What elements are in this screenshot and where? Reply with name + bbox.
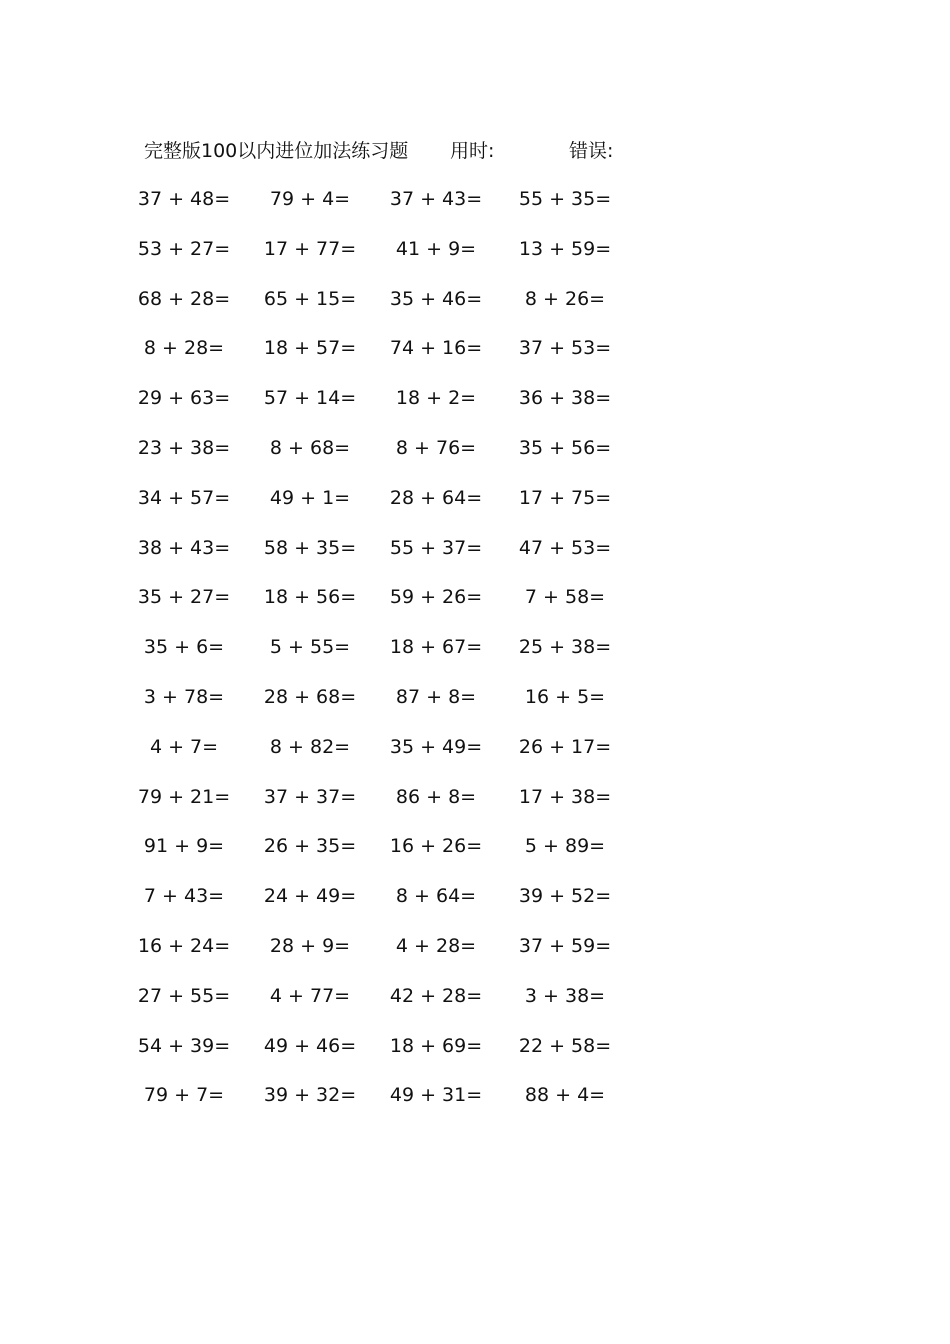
addition-problem: 37 + 37= xyxy=(263,785,357,808)
addition-problem: 18 + 69= xyxy=(389,1034,483,1057)
problem-row xyxy=(0,583,950,633)
addition-problem: 17 + 38= xyxy=(518,785,612,808)
addition-problem: 35 + 49= xyxy=(389,735,483,758)
addition-problem: 37 + 53= xyxy=(518,337,612,360)
addition-problem: 7 + 43= xyxy=(143,885,225,908)
problem-row xyxy=(0,982,950,1032)
addition-problem: 16 + 5= xyxy=(524,685,606,708)
problem-row xyxy=(0,285,950,335)
addition-problem: 29 + 63= xyxy=(137,387,231,410)
problem-row xyxy=(0,185,950,235)
addition-problem: 8 + 82= xyxy=(269,735,351,758)
addition-problem: 86 + 8= xyxy=(395,785,477,808)
addition-problem: 18 + 67= xyxy=(389,636,483,659)
addition-problem: 18 + 57= xyxy=(263,337,357,360)
addition-problem: 91 + 9= xyxy=(143,835,225,858)
addition-problem: 57 + 14= xyxy=(263,387,357,410)
addition-problem: 49 + 31= xyxy=(389,1084,483,1107)
addition-problem: 8 + 26= xyxy=(524,287,606,310)
addition-problem: 41 + 9= xyxy=(395,237,477,260)
addition-problem: 5 + 55= xyxy=(269,636,351,659)
problem-row xyxy=(0,783,950,833)
addition-problem: 8 + 28= xyxy=(143,337,225,360)
addition-problem: 47 + 53= xyxy=(518,536,612,559)
addition-problem: 13 + 59= xyxy=(518,237,612,260)
addition-problem: 25 + 38= xyxy=(518,636,612,659)
addition-problem: 35 + 27= xyxy=(137,586,231,609)
addition-problem: 88 + 4= xyxy=(524,1084,606,1107)
errors-label: 错误: xyxy=(569,140,614,162)
addition-problem: 8 + 68= xyxy=(269,436,351,459)
problem-row xyxy=(0,932,950,982)
addition-problem: 49 + 46= xyxy=(263,1034,357,1057)
addition-problem: 36 + 38= xyxy=(518,387,612,410)
addition-problem: 17 + 77= xyxy=(263,237,357,260)
addition-problem: 68 + 28= xyxy=(137,287,231,310)
addition-problem: 79 + 4= xyxy=(269,188,351,210)
problem-row xyxy=(0,384,950,434)
addition-problem: 55 + 37= xyxy=(389,536,483,559)
addition-problem: 58 + 35= xyxy=(263,536,357,559)
addition-problem: 4 + 28= xyxy=(395,934,477,957)
addition-problem: 37 + 43= xyxy=(389,188,483,210)
worksheet-title: 完整版100以内进位加法练习题 xyxy=(144,140,409,162)
addition-problem: 22 + 58= xyxy=(518,1034,612,1057)
addition-problem: 8 + 64= xyxy=(395,885,477,908)
problem-row xyxy=(0,882,950,932)
problem-row xyxy=(0,683,950,733)
problem-row xyxy=(0,633,950,683)
problem-row xyxy=(0,534,950,584)
addition-problem: 42 + 28= xyxy=(389,984,483,1007)
problem-grid xyxy=(0,185,950,1131)
addition-problem: 24 + 49= xyxy=(263,885,357,908)
addition-problem: 23 + 38= xyxy=(137,436,231,459)
addition-problem: 3 + 38= xyxy=(524,984,606,1007)
addition-problem: 55 + 35= xyxy=(518,188,612,210)
addition-problem: 26 + 35= xyxy=(263,835,357,858)
addition-problem: 49 + 1= xyxy=(269,486,351,509)
problem-row xyxy=(0,1032,950,1082)
addition-problem: 5 + 89= xyxy=(524,835,606,858)
problem-row xyxy=(0,832,950,882)
addition-problem: 28 + 64= xyxy=(389,486,483,509)
problem-row xyxy=(0,235,950,285)
problem-row xyxy=(0,434,950,484)
addition-problem: 39 + 32= xyxy=(263,1084,357,1107)
addition-problem: 7 + 58= xyxy=(524,586,606,609)
addition-problem: 3 + 78= xyxy=(143,685,225,708)
addition-problem: 53 + 27= xyxy=(137,237,231,260)
addition-problem: 35 + 56= xyxy=(518,436,612,459)
addition-problem: 17 + 75= xyxy=(518,486,612,509)
worksheet-header xyxy=(144,137,664,165)
addition-problem: 38 + 43= xyxy=(137,536,231,559)
addition-problem: 79 + 7= xyxy=(143,1084,225,1107)
problem-row xyxy=(0,484,950,534)
addition-problem: 35 + 6= xyxy=(143,636,225,659)
problem-row xyxy=(0,334,950,384)
addition-problem: 16 + 24= xyxy=(137,934,231,957)
addition-problem: 87 + 8= xyxy=(395,685,477,708)
addition-problem: 8 + 76= xyxy=(395,436,477,459)
addition-problem: 4 + 77= xyxy=(269,984,351,1007)
addition-problem: 16 + 26= xyxy=(389,835,483,858)
addition-problem: 28 + 9= xyxy=(269,934,351,957)
addition-problem: 65 + 15= xyxy=(263,287,357,310)
addition-problem: 35 + 46= xyxy=(389,287,483,310)
time-label: 用时: xyxy=(450,140,495,162)
addition-problem: 26 + 17= xyxy=(518,735,612,758)
addition-problem: 4 + 7= xyxy=(149,735,219,758)
addition-problem: 39 + 52= xyxy=(518,885,612,908)
addition-problem: 18 + 56= xyxy=(263,586,357,609)
addition-problem: 27 + 55= xyxy=(137,984,231,1007)
addition-problem: 18 + 2= xyxy=(395,387,477,410)
addition-problem: 34 + 57= xyxy=(137,486,231,509)
addition-problem: 74 + 16= xyxy=(389,337,483,360)
addition-problem: 37 + 59= xyxy=(518,934,612,957)
addition-problem: 79 + 21= xyxy=(137,785,231,808)
problem-row xyxy=(0,1081,950,1131)
addition-problem: 54 + 39= xyxy=(137,1034,231,1057)
addition-problem: 59 + 26= xyxy=(389,586,483,609)
addition-problem: 37 + 48= xyxy=(137,188,231,210)
addition-problem: 28 + 68= xyxy=(263,685,357,708)
problem-row xyxy=(0,733,950,783)
